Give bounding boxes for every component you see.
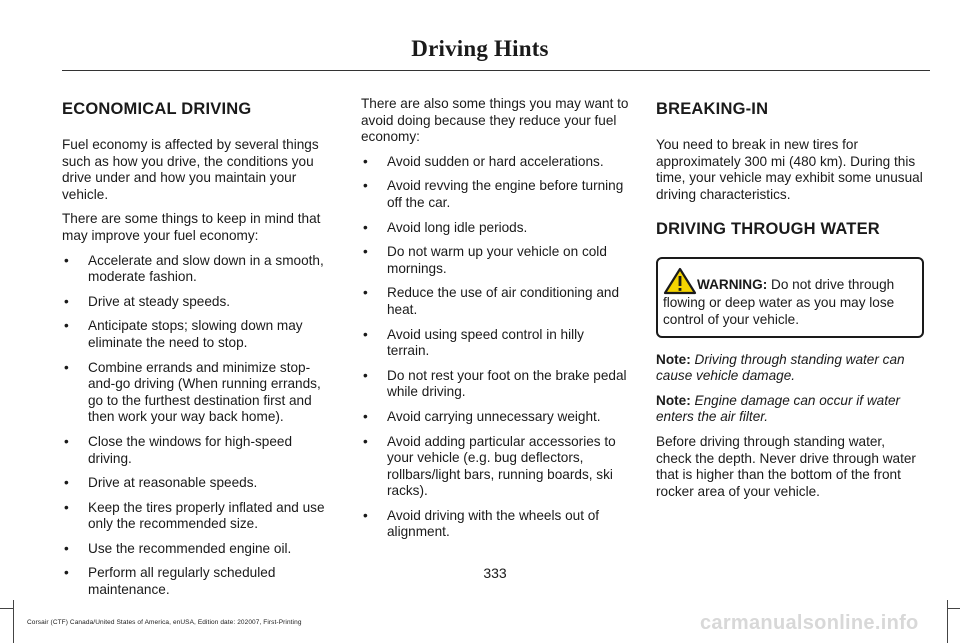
list-item: • Avoid revving the engine before turning off the car. (361, 178, 629, 211)
warning-label: WARNING: (697, 277, 768, 293)
list-item: • Reduce the use of air conditioning and heat. (361, 285, 629, 318)
paragraph: There are also some things you may want to avoid doing because they reduce your fuel economy: (361, 96, 629, 145)
list-item: • Avoid sudden or hard accelerations. (361, 154, 629, 171)
list-item: • Perform all regularly scheduled maintenance. (62, 565, 330, 598)
list-item: • Drive at steady speeds. (62, 294, 330, 311)
column-avoid-list (361, 96, 629, 549)
page-header (0, 36, 960, 62)
note (656, 393, 924, 426)
note-text: Driving through standing water can cause vehicle damage. (656, 351, 905, 384)
crop-mark (0, 608, 13, 609)
crop-mark (13, 600, 14, 643)
header-rule (62, 70, 930, 71)
page-number: 333 (483, 565, 507, 581)
section-heading-driving-through-water: DRIVING THROUGH WATER (656, 220, 880, 239)
list-item: • Anticipate stops; slowing down may eliminate the need to stop. (62, 318, 330, 351)
list-item: • Use the recommended engine oil. (62, 541, 330, 558)
note-text: Engine damage can occur if water enters the air filter. (656, 392, 901, 425)
list-item: • Drive at reasonable speeds. (62, 475, 330, 492)
note-label: Note: (656, 351, 691, 367)
list-item: • Accelerate and slow down in a smooth, moderate fashion. (62, 253, 330, 286)
list-item: • Combine errands and minimize stop-and-go driving (When running errands, go to the furthest destination first and then work your way back home). (62, 360, 330, 426)
column-economical-driving (62, 96, 330, 607)
paragraph: There are some things to keep in mind that may improve your fuel economy: (62, 211, 321, 243)
column-breaking-in-and-water (656, 96, 924, 508)
list-item: • Avoid carrying unnecessary weight. (361, 409, 629, 426)
page-title: Driving Hints (411, 36, 549, 61)
list-item: • Do not warm up your vehicle on cold mornings. (361, 244, 629, 277)
warning-box (656, 257, 924, 337)
paragraph: You need to break in new tires for approximately 300 mi (480 km). During this time, your vehicle may exhibit some unusual driving characteristics. (656, 137, 923, 202)
paragraph: Fuel economy is affected by several things such as how you drive, the conditions you drive under and how you maintain your vehicle. (62, 137, 319, 202)
list-item: • Avoid adding particular accessories to your vehicle (e.g. bug deflectors, rollbars/light bars, running boards, ski racks). (361, 434, 629, 500)
crop-mark (947, 600, 948, 643)
warning-triangle-icon (663, 267, 697, 295)
warning-text: Do not drive through flowing or deep water as you may lose control of your vehicle. (663, 277, 895, 327)
note (656, 352, 924, 385)
tips-list (62, 253, 330, 599)
list-item: • Avoid long idle periods. (361, 220, 629, 237)
list-item: • Avoid driving with the wheels out of alignment. (361, 508, 629, 541)
section-heading-breaking-in: BREAKING-IN (656, 100, 769, 118)
avoid-list (361, 154, 629, 541)
list-item: • Avoid using speed control in hilly terrain. (361, 327, 629, 360)
edition-footer: Corsair (CTF) Canada/United States of America, enUSA, Edition date: 202007, First-Printing (27, 619, 302, 626)
section-heading-economical-driving: ECONOMICAL DRIVING (62, 100, 252, 118)
note-label: Note: (656, 392, 691, 408)
crop-mark (947, 608, 960, 609)
list-item: • Keep the tires properly inflated and use only the recommended size. (62, 500, 330, 533)
paragraph: Before driving through standing water, check the depth. Never drive through water that is higher than the bottom of the front rocker area of your vehicle. (656, 433, 916, 499)
list-item: • Do not rest your foot on the brake pedal while driving. (361, 368, 629, 401)
watermark: carmanualsonline.info (700, 612, 919, 634)
list-item: • Close the windows for high-speed driving. (62, 434, 330, 467)
